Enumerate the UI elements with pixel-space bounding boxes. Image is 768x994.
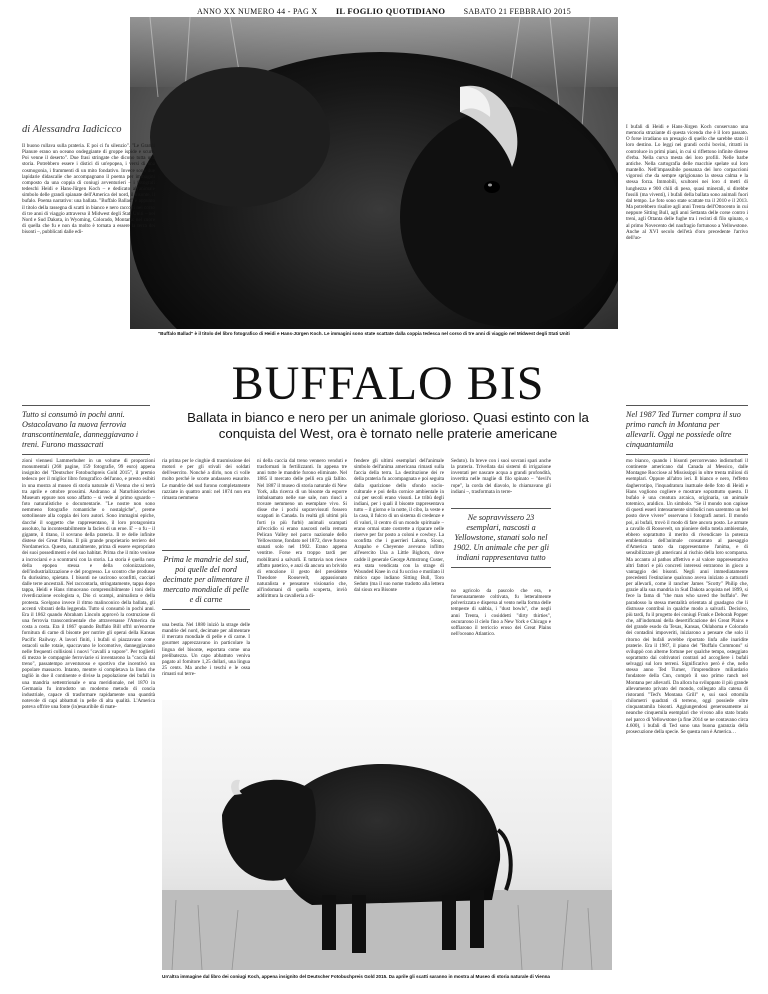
- col3-text: ni della caccia dal treno vennero venduti e trasformati in fertilizzanti. In appena tre anni tutte le mandrie furono eliminate. Nel 1885 il mercato delle pelli era già fallito. Nel 1887 il museo di storia naturale di New York, alla ricerca di un bisonte da esporre imbalsamato nelle sue sale, non riuscì a trovare nemmeno un esemplare vivo. Si disse che i pochi sopravvissuti fossero scappati in Canada. In realtà gli ultimi più forti (o più furbi) animali scampati all'eccidio si erano nascosti nella remota Pelican Valley nel parco nazionale dello Yellowstone, fondato nel 1872, dove furono stanati solo nel 1902. Erano appena ventitre. Forse era troppo tardi per mobilitarsi a salvarli. E tuttavia non riesce affatto patetico, e anzi dà ancora un brivido di emozione il gesto del presidente Theodore Roosevelt, appassionato naturalista e pensatore visionario che, all'indomani di quella scoperta, inviò addirittura la cavalleria a di-: [257, 458, 347, 600]
- intro-text: Il buono rullava sulla prateria. E poi ci fu silenzio". "Le Grandi Pianure erano un oceano ondeggiante di groppe ispide e scure. Poi venne il deserto". Due frasi stringate che dicono tutta una storia. Potrebbero essere i distici di un'epopea, i versi di una cosmogonia, i frammenti di un mito fondativo. Invece sono due lapidarie didascalie che accompagnano il poema per immagini composto da una coppia di coniugi avventurieri – i fotografi tedeschi Heidi e Hans-Jürgen Koch – e dedicato all'animale simbolo delle grandi spianate dell'America del nord, il bisonte, il bufalo. Poema narrativo: una ballata. "Buffalo Ballad" è appunto il titolo della rassegna di scatti in bianco e nero raccolti nel corso di tre anni di viaggio attraverso il Midwest degli Stati Uniti – nel Nord e Sud Dakota, in Wyoming, Colorado, Montana: nel cuore di quella che fu e non da molto è tornata a essere la terra dei bisonti –, pubblicati dalle edi-: [22, 143, 155, 236]
- article-column-5b: [451, 588, 551, 694]
- left-long-text: zioni viennesi Lammerhuber in un volume di proporzioni monumentali (268 pagine, 159 fotografie, 99 euro) appena insignito del "Deutscher Fotobuchpreis Gold 2015", il premio tedesco per il miglior libro fotografico dell'anno, e presto esibiti in una mostra al museo di storia naturale di Vienna che si terrà tra aprile e ottobre prossimi. Andranno al Naturhistorisches Museum eppure non sono affatto – si vede al primo sguardo – foto naturalistiche o documentarie. "Le nostre non sono nemmeno fotografie romantiche o nostalgiche", preme sottolineare alla coppia dei loro autori. Sono immagini epiche, dacché il soggetto che rappresentano, il loro protagonista assoluto, ha incontestabilmente la facies di un eroe. E' – o fu – il gigante, il titano, il sovrano della prateria. Il re delle infinite distese dei Great Plains. Il più grande proprietario terriero del Nordamerica. Questo, naturalmente, prima di essere espropriato dei suoi possedimenti e del suo habitat. Prima che il mito venisse a incrociarsi e a scontrarsi con la storia. La storia è quella nota della epopea stessa e della colonizzazione, dell'industrializzazione e del progresso. Lo scontro che produsse fu durissimo, spietato. I bisonti ne uscirono sconfitti, cacciati dalle terre ancestrali. Nel raccontarla, stringatamente, tappa dopo tappa, Heidi e Hans rimuovano comprensibilmente i toni della riverdicazione ecologista o, Dio ci scampi, animalista e della protesta. Scelgono invece il ritmo malinconico della ballata, gli accenti vibranti della leggenda. Tutto si consumò in pochi anni. Era il 1862 quando Abraham Lincoln approvò la costruzione di una ferrovia transcontinentale che attraversasse l'America da costa a costa. Era il 1867 quando Buffalo Bill offrì un'enorme fornitura di carne di bisonte per nutrire gli operai della Kansas Pacific Railway. A lavori finiti, i bufali si piazzavano come ostacoli sulle rotaie, spaccavano le locomotive, danneggiavano nelle frequenti collisioni i nuovi "cavalli a vapore". Per toglierli di mezzo le compagnie ferroviarie si inventarono la "caccia dal treno", passatempo avventuroso e sportivo che incentivò un popolare massacro. Intanto, mentre si completava la linea che tagliò in due il continente e divise la popolazione dei bufali in una mandria settentrionale e una meridionale, nel 1870 in Germania fu introdotto un moderno metodo di concia industriale, capace di trasformare rapidamente una quantità notevole di capi abbattuti in pelle di alta qualità. L'America poteva offrire una fonte (in)esauribile di mate-: [22, 458, 155, 711]
- masthead: [0, 6, 768, 16]
- article-column-4: [354, 458, 444, 694]
- top-photo-caption: "Buffalo Ballad" è il titolo del libro fotografico di Heidi e Hans-Jürgen Koch. Le immagini sono state scattate dalla coppia tedesca nel corso di tre anni di viaggio nel Midwest degli Stati Uniti: [158, 331, 570, 336]
- article-column-5: [451, 458, 551, 506]
- headline: BUFFALO BIS: [231, 357, 545, 410]
- right-long-text: mo bianco, quando i bisonti percorrevano indisturbati il continente americano dal Canada al Messico, dalle Montagne Rocciose al Mississippi in oltre trenta milioni di esemplari. Oppure all'altro ieri. Il bianco e nero, l'effetto dagherrotipo, l'inquadratura inattuale delle foto di Heidi e Hans vogliono cogliere e mostrare soprattutto questo. Il bufalo è una creatura arcaica, originaria, un animale totemico, araldico. Un simbolo. "Se il mondo non capisse di questi esseri intensamente simbolici non saremmo un bel posto dove vivere" osservano i fotografi autori. Il mondo poi, ai bufali, trovò il modo di fare ancora posto. Le armate a cavallo di Roosevelt, un pioniere della tutela ambientale, ebbero soprattutto il merito di rivendicare la potenza emblematica dell'animale consaturato al paesaggio d'America tanto da rappresentarne l'anima, e di sensibilizzare gli americani al rischio della loro scomparsa. Ma accanto al pathos affettivo e al valore rappresentativo altri fattori e più concreti interessi entrarono in gioco a vantaggio dei bisonti. Negli anni immediatamente precedenti l'estinzione qualcuno aveva iniziato a catturarli per allevarli, come il rancher James "Scotty" Philip che, grazie alla sua mandria in Sud Dakota acquista nel 1899, si fece la fama di "the man who saved the buffalo". Per paradosso la stessa mentalità orientata al guadagno che li distrusse contribuì in qualche modo a salvarli. Decisivo, più tardi, fu il progetto dei coniugi Frank e Deborah Popper che, all'indomani della desertificazione dei Great Plains e del grande esodo da Texas, Kansas, Oklahoma e Colorado dei contadini impoveriti, iniziarono a pensare che solo il ritorno dei bufali avrebbe riportato linfa alle inaridite praterie. Era il 1987, il piano del "Buffalo Commons" si sviluppò con alterne fortune per qualche tempo, osteggiato soprattutto dai coltivatori contrari ad accogliere i bufali selvaggi sul loro terreni. Significativo però è che, nello stesso anno Ted Turner, l'imprenditore miliardario fondatore della Cnn, comprò il suo primo ranch nel Montana per allevarli. Da allora ha sviluppato il più grande allevamento privato del mondo, collegato alla catena di ristoranti "Ted's Montana Grill" e, sui suoi ottomila chilometri quadrati di terreno, oggi possiede oltre cinquantamila bisonti. Aggiungendosi generosamente ai neanche cinquemila esemplari che vivono allo stato brado nel parco di Yellowstone (a fine 2014 se ne contavano circa 4.600), i bufali di Ted sono una buona garanzia della prosecuzione della specie. Se questa non è America…: [626, 458, 748, 735]
- article-column-2b: [162, 622, 250, 694]
- pull-quote-col2: Prima le mandrie del sud, poi quelle del nord decimate per alimentare il mercato mondiale di pelle e di carne: [162, 550, 250, 610]
- bison-standing-illustration: [162, 700, 612, 970]
- intro-column: [22, 143, 155, 405]
- right-top-column: [626, 124, 748, 404]
- col2-text: ria prima per le cinghie di trasmissione dei motori e per gli stivali dei soldati dell'esercito. Nonché a dirlo, non ci volle molto perché le scorte andassero esaurite. Le mandrie del sud furono completamente razziate in quattro anni: nel 1874 non era rimasta nemmeno: [162, 458, 250, 501]
- bottom-photo-caption: Un'altra immagine dal libro dei coniugi Koch, appena insignito del Deutscher Fotobuchpreis Gold 2015. Da aprile gli scatti saranno in mostra al Museo di storia naturale di Vienna: [162, 974, 550, 979]
- col5-text-b: no agricolo da pascolo che era, e forsennatamente coltivata, fu letteralmente polverizzata e dispersa al vento nella forma delle tempeste di sabbia, i "dust bowls", che negli anni Trenta, i cosiddetti "dirty thirties", oscurarono il cielo fino a New York e Chicago e soffiarono il terriccio eroso dei Great Plains nell'oceano Atlantico.: [451, 588, 551, 638]
- deck: Ballata in bianco e nero per un animale glorioso. Quasi estinto con la conquista del West, ora è tornato nelle praterie americane: [187, 410, 589, 441]
- right-long-column: [626, 458, 748, 980]
- bison-standing-photo: [162, 700, 612, 970]
- article-column-3: [257, 458, 347, 694]
- col5-text: Seduto). In breve con i suoi sovrani spari anche la prateria. Trivellata dai sistemi di irrigazione inventati per nascare acqua a grandi profondità, invertita nelle maglie di filo spinato – "devil's rope", la corda del diavolo, lo chiamavano gli indiani –, trasformata in terre-: [451, 458, 551, 495]
- bison-head-illustration: [130, 17, 618, 329]
- pull-quote-col5: Ne sopravvissero 23 esemplari, nascosti a Yellowstone, stanati solo nel 1902. Un animale che per gli indiani rappresentava tutto: [451, 508, 551, 568]
- article-column-2: [162, 458, 250, 550]
- right-top-text: I bufali di Heidi e Hans-Jürgen Koch conservano una memoria straziante di questa vicenda che è il loro passato. O forse irradiano un presagio di quello che sarebbe stato il loro destino. Lo leggi nei grandi occhi bovini, ritratti in controluce in primi piani, in cui si riflettono infinite distese d'erba. Nella curva mesta dei loro profili. Nelle barbe antiche. Nella cartografia delle macchie spelate sul loro mantello. Nell'impassibile possanza dei loro corpaccioni vigorosi che da sempre sprigionano la stessa calma e la stessa forza. Immobili, scultorei nei loro 4 metri di lunghezza e 900 chili di peso, quasi minerali, si direbbe fossili (ma viventi), i bufali della ballata sono animali fuori dal tempo. Le foto sono state scattate tra il 2010 e il 2013. Ma potrebbero risalire agli anni Trenta dell'Ottocento in cui neppure Sitting Bull, agli anni Settanta delle corse contro i treni, agli Ottanta delle fughe tra i recinti di filo spinato, o al primo Novecento del naufragio fortunoso a Yellowstone. Anche al XVI secolo dell'età d'oro precedente l'arrivo dell'uo-: [626, 124, 748, 241]
- col4-text: fendere gli ultimi esemplari dell'animale simbolo dell'anima americana rimasti sulla faccia della terra. La destituzione dei re della prateria fu accompagnata e poi seguita dalla sparizione dello sfondo socio-culturale e poi della cornice ambientale in cui per secoli erano vissuti. Le tribù degli indiani, per i quali il bisonte rappresentava tutto – il giorno e la notte, il cibo, la veste e la casa, il fulcro di un sistema di credenze e di valori, il centro di un mondo spirituale – erano ormai state costrette a riparare nelle riserve per far posto a coloni e cowboy. La sconfitta che i guerrieri Lakota, Sioux, Arapaho e Cheyenne avevano inflitto all'esercito Usa a Little Bighorn, dove cadde il generale George Armstrong Custer, era stata vendicata con la strage di Wounded Knee in cui fu ucciso e mutilato il mitico capo indiano Sitting Bull, Toro Seduto (ma il suo nome tradotto alla lettera dal sioux era Bisonte: [354, 458, 444, 594]
- bison-head-photo: [130, 17, 618, 329]
- newspaper-name: IL FOGLIO QUOTIDIANO: [335, 6, 446, 16]
- issue-date: SABATO 21 FEBBRAIO 2015: [463, 7, 572, 16]
- pull-quote-right: Nel 1987 Ted Turner compra il suo primo ranch in Montana per allevarli. Oggi ne possiede oltre cinquantamila: [626, 405, 748, 455]
- issue-number: ANNO XX NUMERO 44 - PAG X: [196, 7, 318, 16]
- byline: di Alessandra Iadicicco: [22, 124, 122, 135]
- left-long-column: [22, 458, 155, 980]
- pull-quote-left: Tutto si consumò in pochi anni. Ostacolavano la nuova ferrovia transcontinentale, danneggiavano i treni. Furono massacrati: [22, 405, 150, 455]
- col2-text-b: una bestia. Nel 1880 iniziò la strage delle mandrie del nord, decimate per alimentare il mercato mondiale di pelle e di carne. I gourmet apprezzavano in particolare la lingua del bisonte, esportata come una prelibatezza. Un capo abbattuto veniva pagato al fornitore 1,25 dollari, una lingua 25 cents. Ma anche i teschi e le ossa rimasti sul terre-: [162, 622, 250, 678]
